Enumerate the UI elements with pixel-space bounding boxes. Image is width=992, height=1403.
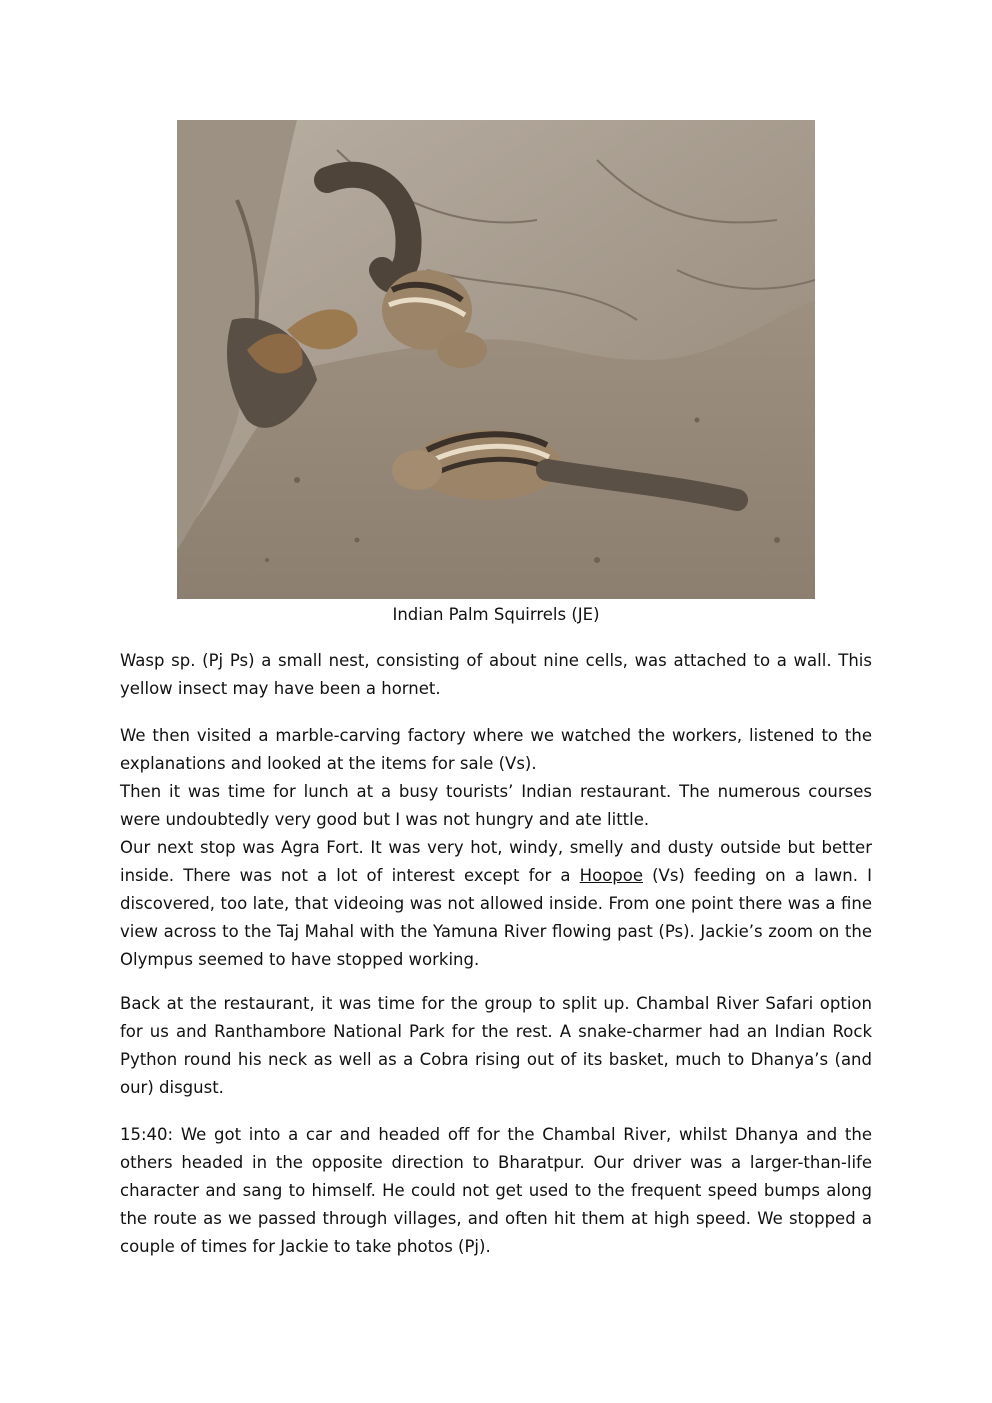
paragraph-group-split: Back at the restaurant, it was time for the group to split up. Chambal River Safari option for us and Ranthambore National Park for the rest. A snake-charmer had an Indian Rock Python round his neck as well as a Cobra rising out of its basket, much to Dhanya’s (and our) disgust. [120, 994, 872, 1097]
paragraph-wasp: Wasp sp. (Pj Ps) a small nest, consisting of about nine cells, was attached to a wall. This yellow insect may have been a hornet. [120, 651, 872, 698]
paragraph-chambal-drive: 15:40: We got into a car and headed off for the Chambal River, whilst Dhanya and the others headed in the opposite direction to Bharatpur. Our driver was a larger-than-life character and sang to himself. He could not get used to the frequent speed bumps along the route as we passed through villages, and often hit them at high speed. We stopped a couple of times for Jackie to take photos (Pj). [120, 1125, 872, 1256]
squirrels-photo [177, 120, 815, 599]
hoopoe-link[interactable]: Hoopoe [579, 866, 643, 885]
paragraph-agra-visit: We then visited a marble-carving factory where we watched the workers, listened to the explanations and looked at the items for sale (Vs). Then it was time for lunch at a busy tourists’ Indian restaurant. The numerous courses were undoubtedly very good but I was not hungry and ate little. Our next stop was Agra Fort. It was very hot, windy, smelly and dusty outside but better inside. There was not a lot of interest except for a Hoopoe (Vs) feeding on a lawn. I discovered, too late, that videoing was not allowed inside. From one point there was a fine view across to the Taj Mahal with the Yamuna River flowing past (Ps). Jackie’s zoom on the Olympus seemed to have stopped working. [120, 726, 872, 969]
photo-caption: Indian Palm Squirrels (JE) [392, 605, 600, 624]
